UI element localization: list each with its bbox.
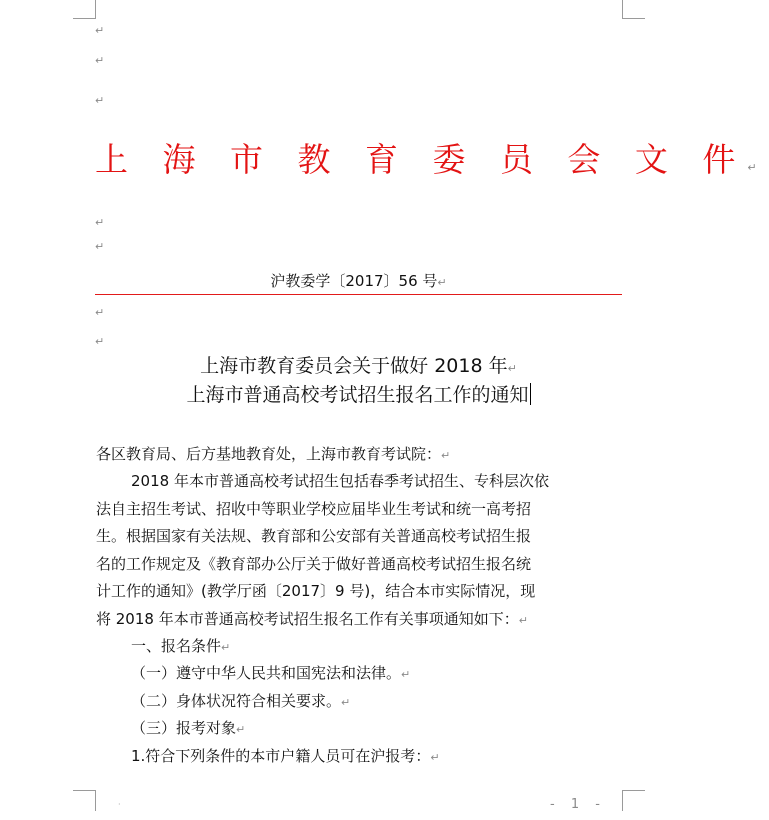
paragraph-mark: ↵: [95, 306, 105, 319]
section-heading-text: 一、报名条件: [131, 637, 222, 655]
section-heading: [131, 633, 659, 660]
page-corner-mark-top-left: [73, 0, 96, 19]
list-item-text: （三）报考对象: [131, 719, 237, 737]
document-number: [95, 270, 622, 292]
page-number: - 1 -: [550, 797, 606, 812]
paragraph-mark: ↵: [95, 335, 105, 348]
paragraph-text: 计工作的通知》(教学厅函〔2017〕9 号)，结合本市实际情况，现: [96, 582, 536, 600]
body-paragraph-line: [96, 578, 624, 605]
paragraph-mark: ↵: [95, 240, 105, 253]
page-corner-mark-top-right: [622, 0, 645, 19]
salutation-text: 各区教育局、后方基地教育处，上海市教育考试院：: [96, 445, 442, 463]
paragraph-text: 2018 年本市普通高校考试招生包括春季考试招生、专科层次依: [131, 472, 549, 490]
list-item-text: （一）遵守中华人民共和国宪法和法律。: [131, 664, 402, 682]
notice-title-line-2: [95, 381, 622, 409]
body-paragraph-line: [96, 523, 624, 550]
paragraph-mark: ↵: [95, 216, 105, 229]
paragraph-mark: ↵: [747, 161, 769, 174]
body-paragraph-line: [96, 496, 624, 523]
paragraph-mark: ↵: [437, 276, 447, 289]
notice-title-text: 上海市普通高校考试招生报名工作的通知: [186, 384, 529, 406]
list-item: [131, 743, 659, 770]
document-number-text: 沪教委学〔2017〕56 号: [270, 272, 438, 290]
list-item: [131, 715, 659, 742]
paragraph-mark: ↵: [236, 723, 246, 736]
paragraph-mark: ↵: [441, 449, 451, 462]
notice-title-line-1: [95, 352, 622, 380]
text-cursor: [530, 383, 531, 405]
red-divider-line: [95, 294, 622, 295]
paragraph-mark: ↵: [341, 696, 351, 709]
paragraph-text: 名的工作规定及《教育部办公厅关于做好普通高校考试招生报名统: [96, 555, 532, 573]
paragraph-mark: ↵: [221, 641, 231, 654]
page-corner-mark-bottom-left: [73, 790, 96, 811]
list-item: [131, 660, 659, 687]
body-paragraph-line: [131, 468, 659, 495]
paragraph-mark: ↵: [430, 751, 440, 764]
paragraph-mark: ↵: [95, 24, 105, 37]
page-corner-mark-bottom-right: [622, 790, 645, 811]
paragraph-mark: ↵: [401, 668, 411, 681]
body-paragraph-line: [96, 606, 624, 633]
paragraph-mark: ↵: [95, 54, 105, 67]
notice-title-text: 上海市教育委员会关于做好 2018 年: [200, 355, 508, 377]
paragraph-mark: ↵: [95, 94, 105, 107]
salutation: [96, 441, 624, 468]
list-item-text: 1.符合下列条件的本市户籍人员可在沪报考：: [131, 747, 431, 765]
paragraph-text: 将 2018 年本市普通高校考试招生报名工作有关事项通知如下：: [96, 610, 519, 628]
list-item: [131, 688, 659, 715]
paragraph-text: 生。根据国家有关法规、教育部和公安部有关普通高校考试招生报: [96, 527, 532, 545]
issuer-header: [95, 138, 769, 182]
issuer-header-text: 上 海 市 教 育 委 员 会 文 件: [95, 140, 748, 179]
footer-paragraph-mark: ·: [118, 800, 121, 809]
paragraph-mark: ↵: [518, 614, 528, 627]
paragraph-mark: ↵: [507, 362, 517, 375]
body-paragraph-line: [96, 551, 624, 578]
paragraph-text: 法自主招生考试、招收中等职业学校应届毕业生考试和统一高考招: [96, 500, 532, 518]
list-item-text: （二）身体状况符合相关要求。: [131, 692, 342, 710]
